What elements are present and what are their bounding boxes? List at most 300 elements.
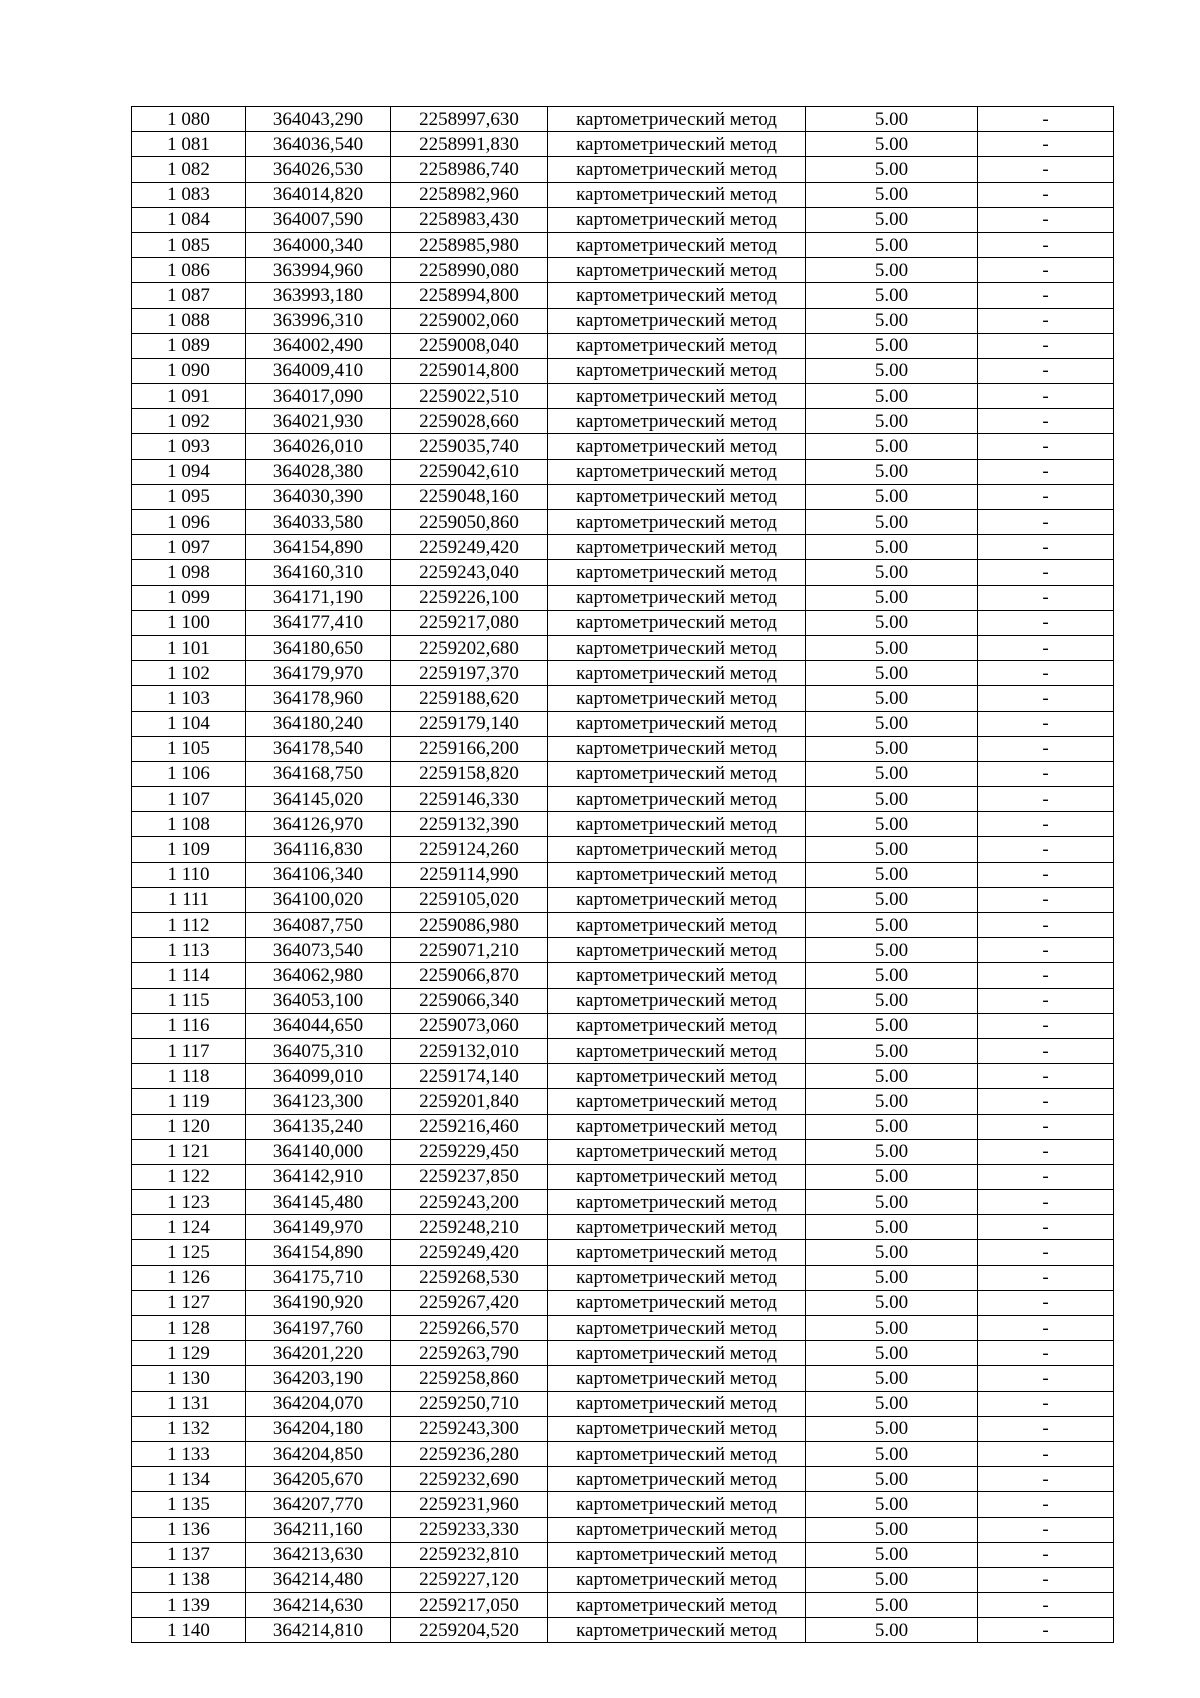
table-row [132, 1593, 1114, 1618]
accuracy-cell: 5.00 [806, 258, 978, 283]
table-row [132, 761, 1114, 786]
method-cell: картометрический метод [548, 610, 806, 635]
table-row [132, 1366, 1114, 1391]
table-row [132, 107, 1114, 132]
method-cell: картометрический метод [548, 711, 806, 736]
method-cell: картометрический метод [548, 535, 806, 560]
y-coordinate-cell: 2259227,120 [391, 1567, 548, 1592]
point-number-cell: 1 107 [132, 787, 246, 812]
accuracy-cell: 5.00 [806, 510, 978, 535]
note-cell: - [978, 1316, 1114, 1341]
point-number-cell: 1 087 [132, 283, 246, 308]
method-cell: картометрический метод [548, 1618, 806, 1643]
x-coordinate-cell: 364180,650 [246, 635, 391, 660]
note-cell: - [978, 434, 1114, 459]
accuracy-cell: 5.00 [806, 812, 978, 837]
accuracy-cell: 5.00 [806, 736, 978, 761]
note-cell: - [978, 1139, 1114, 1164]
point-number-cell: 1 118 [132, 1064, 246, 1089]
y-coordinate-cell: 2259263,790 [391, 1341, 548, 1366]
x-coordinate-cell: 364177,410 [246, 610, 391, 635]
method-cell: картометрический метод [548, 1064, 806, 1089]
table-row [132, 887, 1114, 912]
note-cell: - [978, 913, 1114, 938]
method-cell: картометрический метод [548, 1391, 806, 1416]
note-cell: - [978, 409, 1114, 434]
accuracy-cell: 5.00 [806, 1013, 978, 1038]
accuracy-cell: 5.00 [806, 1618, 978, 1643]
accuracy-cell: 5.00 [806, 661, 978, 686]
table-row [132, 938, 1114, 963]
accuracy-cell: 5.00 [806, 1164, 978, 1189]
x-coordinate-cell: 364145,480 [246, 1190, 391, 1215]
x-coordinate-cell: 364178,540 [246, 736, 391, 761]
method-cell: картометрический метод [548, 510, 806, 535]
accuracy-cell: 5.00 [806, 1441, 978, 1466]
note-cell: - [978, 1290, 1114, 1315]
point-number-cell: 1 080 [132, 107, 246, 132]
x-coordinate-cell: 364205,670 [246, 1467, 391, 1492]
y-coordinate-cell: 2259105,020 [391, 887, 548, 912]
accuracy-cell: 5.00 [806, 459, 978, 484]
x-coordinate-cell: 364030,390 [246, 484, 391, 509]
point-number-cell: 1 084 [132, 207, 246, 232]
y-coordinate-cell: 2259216,460 [391, 1114, 548, 1139]
table-row [132, 585, 1114, 610]
note-cell: - [978, 1215, 1114, 1240]
accuracy-cell: 5.00 [806, 207, 978, 232]
x-coordinate-cell: 364154,890 [246, 1240, 391, 1265]
x-coordinate-cell: 364213,630 [246, 1542, 391, 1567]
point-number-cell: 1 113 [132, 938, 246, 963]
accuracy-cell: 5.00 [806, 1215, 978, 1240]
note-cell: - [978, 963, 1114, 988]
x-coordinate-cell: 364180,240 [246, 711, 391, 736]
point-number-cell: 1 089 [132, 333, 246, 358]
y-coordinate-cell: 2259042,610 [391, 459, 548, 484]
point-number-cell: 1 091 [132, 384, 246, 409]
accuracy-cell: 5.00 [806, 333, 978, 358]
x-coordinate-cell: 364214,630 [246, 1593, 391, 1618]
note-cell: - [978, 1240, 1114, 1265]
method-cell: картометрический метод [548, 207, 806, 232]
table-row [132, 283, 1114, 308]
point-number-cell: 1 124 [132, 1215, 246, 1240]
point-number-cell: 1 122 [132, 1164, 246, 1189]
note-cell: - [978, 1190, 1114, 1215]
x-coordinate-cell: 364007,590 [246, 207, 391, 232]
point-number-cell: 1 139 [132, 1593, 246, 1618]
table-row [132, 1265, 1114, 1290]
x-coordinate-cell: 364002,490 [246, 333, 391, 358]
accuracy-cell: 5.00 [806, 1089, 978, 1114]
x-coordinate-cell: 364036,540 [246, 132, 391, 157]
accuracy-cell: 5.00 [806, 913, 978, 938]
y-coordinate-cell: 2259202,680 [391, 635, 548, 660]
table-row [132, 1517, 1114, 1542]
accuracy-cell: 5.00 [806, 887, 978, 912]
x-coordinate-cell: 364000,340 [246, 232, 391, 257]
x-coordinate-cell: 364053,100 [246, 988, 391, 1013]
table-row [132, 1013, 1114, 1038]
point-number-cell: 1 132 [132, 1416, 246, 1441]
accuracy-cell: 5.00 [806, 157, 978, 182]
note-cell: - [978, 686, 1114, 711]
point-number-cell: 1 106 [132, 761, 246, 786]
x-coordinate-cell: 364026,530 [246, 157, 391, 182]
accuracy-cell: 5.00 [806, 384, 978, 409]
point-number-cell: 1 105 [132, 736, 246, 761]
x-coordinate-cell: 364145,020 [246, 787, 391, 812]
point-number-cell: 1 130 [132, 1366, 246, 1391]
note-cell: - [978, 358, 1114, 383]
accuracy-cell: 5.00 [806, 1416, 978, 1441]
point-number-cell: 1 140 [132, 1618, 246, 1643]
point-number-cell: 1 085 [132, 232, 246, 257]
x-coordinate-cell: 364203,190 [246, 1366, 391, 1391]
x-coordinate-cell: 364135,240 [246, 1114, 391, 1139]
y-coordinate-cell: 2259014,800 [391, 358, 548, 383]
point-number-cell: 1 093 [132, 434, 246, 459]
table-row [132, 1341, 1114, 1366]
y-coordinate-cell: 2259132,010 [391, 1038, 548, 1063]
table-row [132, 1089, 1114, 1114]
table-row [132, 610, 1114, 635]
method-cell: картометрический метод [548, 333, 806, 358]
y-coordinate-cell: 2259250,710 [391, 1391, 548, 1416]
y-coordinate-cell: 2259258,860 [391, 1366, 548, 1391]
table-row [132, 358, 1114, 383]
method-cell: картометрический метод [548, 887, 806, 912]
x-coordinate-cell: 364178,960 [246, 686, 391, 711]
note-cell: - [978, 484, 1114, 509]
accuracy-cell: 5.00 [806, 1341, 978, 1366]
point-number-cell: 1 082 [132, 157, 246, 182]
y-coordinate-cell: 2259071,210 [391, 938, 548, 963]
table-row [132, 1416, 1114, 1441]
method-cell: картометрический метод [548, 837, 806, 862]
x-coordinate-cell: 364021,930 [246, 409, 391, 434]
table-row [132, 484, 1114, 509]
table-row [132, 132, 1114, 157]
method-cell: картометрический метод [548, 988, 806, 1013]
table-row [132, 434, 1114, 459]
table-row [132, 1064, 1114, 1089]
y-coordinate-cell: 2259022,510 [391, 384, 548, 409]
note-cell: - [978, 862, 1114, 887]
x-coordinate-cell: 364179,970 [246, 661, 391, 686]
table-row [132, 1290, 1114, 1315]
table-row [132, 1567, 1114, 1592]
table-row [132, 661, 1114, 686]
method-cell: картометрический метод [548, 1215, 806, 1240]
x-coordinate-cell: 364033,580 [246, 510, 391, 535]
point-number-cell: 1 081 [132, 132, 246, 157]
method-cell: картометрический метод [548, 1316, 806, 1341]
method-cell: картометрический метод [548, 1416, 806, 1441]
x-coordinate-cell: 364099,010 [246, 1064, 391, 1089]
accuracy-cell: 5.00 [806, 1567, 978, 1592]
point-number-cell: 1 112 [132, 913, 246, 938]
accuracy-cell: 5.00 [806, 686, 978, 711]
x-coordinate-cell: 363993,180 [246, 283, 391, 308]
method-cell: картометрический метод [548, 1567, 806, 1592]
accuracy-cell: 5.00 [806, 232, 978, 257]
y-coordinate-cell: 2259237,850 [391, 1164, 548, 1189]
table-row [132, 837, 1114, 862]
y-coordinate-cell: 2258997,630 [391, 107, 548, 132]
x-coordinate-cell: 364197,760 [246, 1316, 391, 1341]
point-number-cell: 1 133 [132, 1441, 246, 1466]
x-coordinate-cell: 364149,970 [246, 1215, 391, 1240]
table-row [132, 207, 1114, 232]
y-coordinate-cell: 2259197,370 [391, 661, 548, 686]
method-cell: картометрический метод [548, 787, 806, 812]
method-cell: картометрический метод [548, 862, 806, 887]
accuracy-cell: 5.00 [806, 132, 978, 157]
table-row [132, 862, 1114, 887]
accuracy-cell: 5.00 [806, 434, 978, 459]
point-number-cell: 1 096 [132, 510, 246, 535]
y-coordinate-cell: 2259226,100 [391, 585, 548, 610]
note-cell: - [978, 308, 1114, 333]
point-number-cell: 1 092 [132, 409, 246, 434]
y-coordinate-cell: 2259174,140 [391, 1064, 548, 1089]
note-cell: - [978, 988, 1114, 1013]
point-number-cell: 1 108 [132, 812, 246, 837]
note-cell: - [978, 661, 1114, 686]
x-coordinate-cell: 364160,310 [246, 560, 391, 585]
method-cell: картометрический метод [548, 157, 806, 182]
y-coordinate-cell: 2259048,160 [391, 484, 548, 509]
table-row [132, 1240, 1114, 1265]
table-row [132, 711, 1114, 736]
method-cell: картометрический метод [548, 1190, 806, 1215]
x-coordinate-cell: 364214,480 [246, 1567, 391, 1592]
table-row [132, 560, 1114, 585]
y-coordinate-cell: 2259267,420 [391, 1290, 548, 1315]
point-number-cell: 1 138 [132, 1567, 246, 1592]
note-cell: - [978, 837, 1114, 862]
note-cell: - [978, 585, 1114, 610]
x-coordinate-cell: 363994,960 [246, 258, 391, 283]
x-coordinate-cell: 364009,410 [246, 358, 391, 383]
note-cell: - [978, 384, 1114, 409]
note-cell: - [978, 132, 1114, 157]
accuracy-cell: 5.00 [806, 711, 978, 736]
table-row [132, 1215, 1114, 1240]
x-coordinate-cell: 364201,220 [246, 1341, 391, 1366]
note-cell: - [978, 207, 1114, 232]
y-coordinate-cell: 2259243,040 [391, 560, 548, 585]
y-coordinate-cell: 2259268,530 [391, 1265, 548, 1290]
x-coordinate-cell: 364062,980 [246, 963, 391, 988]
y-coordinate-cell: 2259249,420 [391, 535, 548, 560]
y-coordinate-cell: 2258994,800 [391, 283, 548, 308]
note-cell: - [978, 560, 1114, 585]
y-coordinate-cell: 2259124,260 [391, 837, 548, 862]
note-cell: - [978, 1391, 1114, 1416]
point-number-cell: 1 121 [132, 1139, 246, 1164]
note-cell: - [978, 887, 1114, 912]
table-row [132, 736, 1114, 761]
note-cell: - [978, 1064, 1114, 1089]
point-number-cell: 1 128 [132, 1316, 246, 1341]
method-cell: картометрический метод [548, 1290, 806, 1315]
table-row [132, 635, 1114, 660]
accuracy-cell: 5.00 [806, 1114, 978, 1139]
note-cell: - [978, 812, 1114, 837]
method-cell: картометрический метод [548, 1089, 806, 1114]
point-number-cell: 1 098 [132, 560, 246, 585]
table-row [132, 1038, 1114, 1063]
accuracy-cell: 5.00 [806, 988, 978, 1013]
point-number-cell: 1 099 [132, 585, 246, 610]
x-coordinate-cell: 364207,770 [246, 1492, 391, 1517]
note-cell: - [978, 635, 1114, 660]
accuracy-cell: 5.00 [806, 1038, 978, 1063]
method-cell: картометрический метод [548, 1038, 806, 1063]
note-cell: - [978, 258, 1114, 283]
table-row [132, 232, 1114, 257]
method-cell: картометрический метод [548, 1139, 806, 1164]
table-row [132, 988, 1114, 1013]
method-cell: картометрический метод [548, 812, 806, 837]
method-cell: картометрический метод [548, 1542, 806, 1567]
note-cell: - [978, 510, 1114, 535]
point-number-cell: 1 117 [132, 1038, 246, 1063]
table-row [132, 1492, 1114, 1517]
y-coordinate-cell: 2259179,140 [391, 711, 548, 736]
x-coordinate-cell: 364175,710 [246, 1265, 391, 1290]
note-cell: - [978, 1517, 1114, 1542]
table-row [132, 1190, 1114, 1215]
x-coordinate-cell: 364204,180 [246, 1416, 391, 1441]
y-coordinate-cell: 2259243,300 [391, 1416, 548, 1441]
accuracy-cell: 5.00 [806, 1542, 978, 1567]
note-cell: - [978, 1618, 1114, 1643]
method-cell: картометрический метод [548, 1517, 806, 1542]
method-cell: картометрический метод [548, 585, 806, 610]
y-coordinate-cell: 2259002,060 [391, 308, 548, 333]
x-coordinate-cell: 364204,850 [246, 1441, 391, 1466]
point-number-cell: 1 116 [132, 1013, 246, 1038]
y-coordinate-cell: 2259050,860 [391, 510, 548, 535]
method-cell: картометрический метод [548, 661, 806, 686]
y-coordinate-cell: 2259236,280 [391, 1441, 548, 1466]
method-cell: картометрический метод [548, 459, 806, 484]
y-coordinate-cell: 2259201,840 [391, 1089, 548, 1114]
method-cell: картометрический метод [548, 1441, 806, 1466]
note-cell: - [978, 787, 1114, 812]
point-number-cell: 1 104 [132, 711, 246, 736]
point-number-cell: 1 103 [132, 686, 246, 711]
accuracy-cell: 5.00 [806, 182, 978, 207]
accuracy-cell: 5.00 [806, 1517, 978, 1542]
y-coordinate-cell: 2259232,690 [391, 1467, 548, 1492]
note-cell: - [978, 1038, 1114, 1063]
note-cell: - [978, 232, 1114, 257]
note-cell: - [978, 610, 1114, 635]
method-cell: картометрический метод [548, 963, 806, 988]
method-cell: картометрический метод [548, 736, 806, 761]
point-number-cell: 1 110 [132, 862, 246, 887]
table-row [132, 182, 1114, 207]
y-coordinate-cell: 2259249,420 [391, 1240, 548, 1265]
accuracy-cell: 5.00 [806, 535, 978, 560]
note-cell: - [978, 938, 1114, 963]
y-coordinate-cell: 2259217,080 [391, 610, 548, 635]
method-cell: картометрический метод [548, 1240, 806, 1265]
x-coordinate-cell: 364043,290 [246, 107, 391, 132]
table-row [132, 1467, 1114, 1492]
point-number-cell: 1 100 [132, 610, 246, 635]
accuracy-cell: 5.00 [806, 862, 978, 887]
table-row [132, 1164, 1114, 1189]
method-cell: картометрический метод [548, 686, 806, 711]
method-cell: картометрический метод [548, 182, 806, 207]
method-cell: картометрический метод [548, 761, 806, 786]
method-cell: картометрический метод [548, 232, 806, 257]
y-coordinate-cell: 2259073,060 [391, 1013, 548, 1038]
accuracy-cell: 5.00 [806, 1366, 978, 1391]
y-coordinate-cell: 2258986,740 [391, 157, 548, 182]
note-cell: - [978, 283, 1114, 308]
accuracy-cell: 5.00 [806, 1240, 978, 1265]
y-coordinate-cell: 2259035,740 [391, 434, 548, 459]
x-coordinate-cell: 364168,750 [246, 761, 391, 786]
x-coordinate-cell: 364204,070 [246, 1391, 391, 1416]
coordinates-table [131, 106, 1114, 1643]
note-cell: - [978, 1467, 1114, 1492]
x-coordinate-cell: 364123,300 [246, 1089, 391, 1114]
note-cell: - [978, 736, 1114, 761]
method-cell: картометрический метод [548, 358, 806, 383]
x-coordinate-cell: 363996,310 [246, 308, 391, 333]
method-cell: картометрический метод [548, 1164, 806, 1189]
point-number-cell: 1 111 [132, 887, 246, 912]
table-row [132, 308, 1114, 333]
table-row [132, 409, 1114, 434]
y-coordinate-cell: 2258991,830 [391, 132, 548, 157]
y-coordinate-cell: 2259204,520 [391, 1618, 548, 1643]
method-cell: картометрический метод [548, 132, 806, 157]
x-coordinate-cell: 364106,340 [246, 862, 391, 887]
method-cell: картометрический метод [548, 1013, 806, 1038]
point-number-cell: 1 126 [132, 1265, 246, 1290]
point-number-cell: 1 125 [132, 1240, 246, 1265]
method-cell: картометрический метод [548, 1341, 806, 1366]
accuracy-cell: 5.00 [806, 308, 978, 333]
x-coordinate-cell: 364028,380 [246, 459, 391, 484]
point-number-cell: 1 115 [132, 988, 246, 1013]
table-row [132, 913, 1114, 938]
accuracy-cell: 5.00 [806, 484, 978, 509]
x-coordinate-cell: 364214,810 [246, 1618, 391, 1643]
accuracy-cell: 5.00 [806, 283, 978, 308]
accuracy-cell: 5.00 [806, 1139, 978, 1164]
y-coordinate-cell: 2259066,340 [391, 988, 548, 1013]
note-cell: - [978, 107, 1114, 132]
y-coordinate-cell: 2259008,040 [391, 333, 548, 358]
y-coordinate-cell: 2259146,330 [391, 787, 548, 812]
note-cell: - [978, 1441, 1114, 1466]
point-number-cell: 1 136 [132, 1517, 246, 1542]
accuracy-cell: 5.00 [806, 963, 978, 988]
accuracy-cell: 5.00 [806, 635, 978, 660]
accuracy-cell: 5.00 [806, 1316, 978, 1341]
y-coordinate-cell: 2259158,820 [391, 761, 548, 786]
